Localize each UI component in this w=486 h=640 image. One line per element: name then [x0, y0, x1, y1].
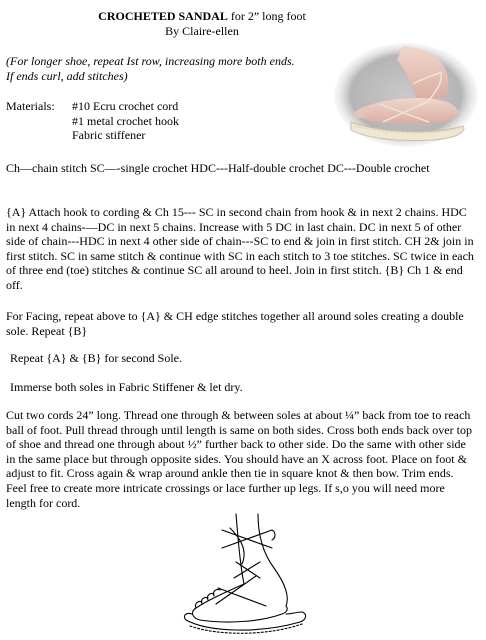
- intro-note: [6, 54, 346, 84]
- materials-row-3: [6, 128, 326, 143]
- author-byline: By Claire-ellen: [165, 24, 239, 38]
- cut-cords-paragraph: Cut two cords 24” long. Thread one through & between soles at about ¼” back from toe to reach ball of foot. Pull thread through until length is same on both sides. Cross both ends back over top of shoe and thread one through about ½” further back to other side. Do the same with other side in the same place but through opposite sides. You should have an X across foot. Place on foot & adjust to fit. Cross again & wrap around ankle then tie in square knot & then bow. Trim ends. Feel free to create more intricate crossings or lace further up legs. If s,o you will need more length for cord.: [6, 408, 472, 510]
- facing-paragraph: For Facing, repeat above to {A} & CH edge stitches together all around soles creating a double sole. Repeat {B}: [6, 309, 464, 338]
- material-item: #10 Ecru crochet cord: [72, 99, 179, 113]
- sandal-photo: [333, 42, 479, 148]
- repeat-paragraph: Repeat {A} & {B} for second Sole.: [10, 351, 183, 365]
- intro-line-1: (For longer shoe, repeat Ist row, increasing more both ends.: [6, 54, 295, 68]
- step-a-paragraph: {A} Attach hook to cording & Ch 15--- SC in second chain from hook & in next 2 chains. HDC in next 4 chains-—DC in next 5 chains. Increase with 5 DC in last chain. DC in next 5 of other side of chain---HDC in next 4 other side of chain---SC to end & join in first stitch. CH 2& join in first stitch. SC in same stitch & continue with SC in each stitch to 3 toe stitches. SC twice in each of three end (toe) stitches & continue SC all around to heel. Join in first stitch. {B} Ch 1 & end off.: [6, 205, 474, 292]
- materials-label: Materials:: [6, 99, 55, 113]
- abbreviations-paragraph: Ch—chain stitch SC—-single crochet HDC---Half-double crochet DC---Double crochet: [6, 161, 430, 175]
- intro-line-2: If ends curl, add stitches): [6, 69, 128, 83]
- immerse-paragraph: Immerse both soles in Fabric Stiffener & let dry.: [10, 380, 243, 394]
- material-item: #1 metal crochet hook: [72, 113, 179, 128]
- title-suffix: for 2” long foot: [227, 9, 306, 23]
- sandal-sketch: [178, 508, 318, 638]
- material-item: Fabric stiffener: [72, 128, 146, 142]
- title-block: [0, 9, 404, 39]
- materials-row-2: [6, 114, 326, 129]
- materials-list: [6, 99, 326, 143]
- page-title: [0, 9, 404, 24]
- title-main: CROCHETED SANDAL: [98, 9, 228, 23]
- materials-row-1: [6, 99, 326, 114]
